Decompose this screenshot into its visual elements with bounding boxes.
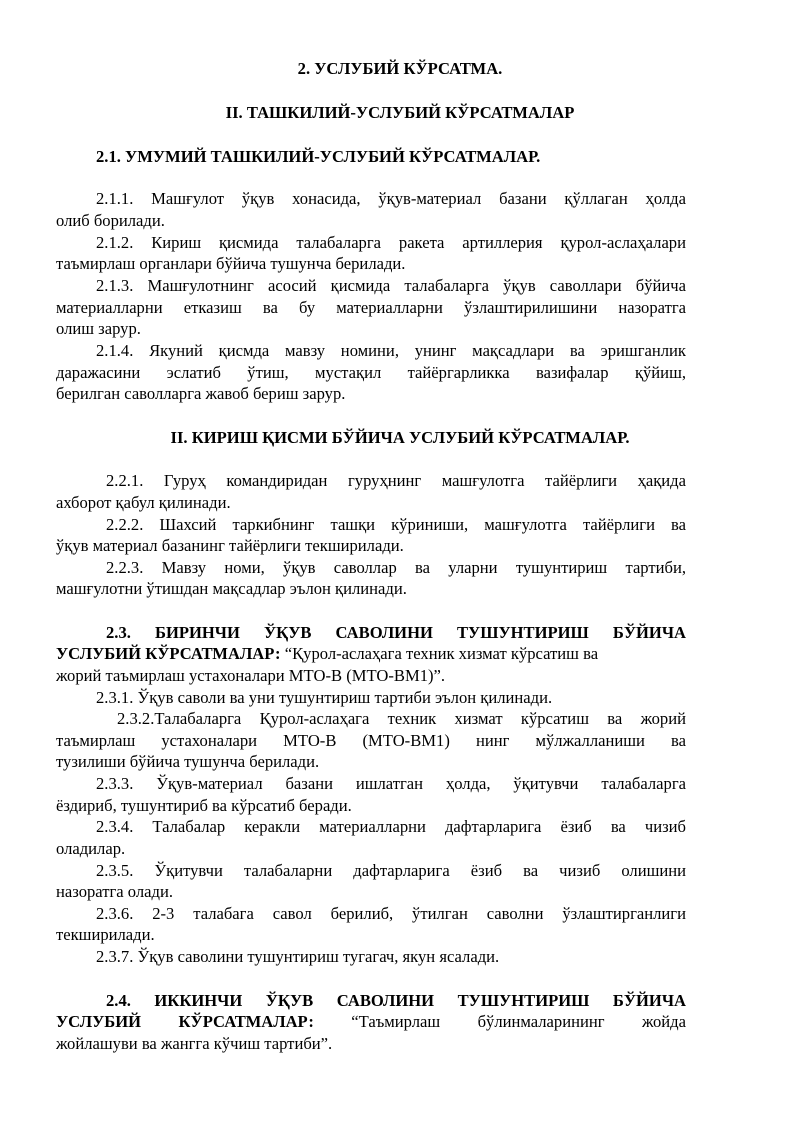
section-2-3-heading-line1: 2.3. БИРИНЧИ ЎҚУВ САВОЛИНИ ТУШУНТИРИШ БЎЙИЧА xyxy=(106,623,686,642)
para-2-3-2-line1: 2.3.2.Талабаларга Қурол-аслаҳага техник хизмат кўрсатиш ва жорий xyxy=(117,709,686,728)
para-2-1-4-line1: 2.1.4. Якуний қисмда мавзу номини, унинг мақсадлари ва эришганлик xyxy=(96,341,686,360)
para-2-3-4-line1: 2.3.4. Талабалар керакли материалларни дафтарларига ёзиб ва чизиб xyxy=(96,817,686,836)
section-2-4-heading-line1: 2.4. ИККИНЧИ ЎҚУВ САВОЛИНИ ТУШУНТИРИШ БЎЙИЧА xyxy=(106,991,686,1010)
section-2-3-heading-title: “Қурол-аслаҳага техник хизмат кўрсатиш ва xyxy=(280,644,599,663)
section-2-3-heading-bold: УСЛУБИЙ КЎРСАТМАЛАР: xyxy=(56,644,281,663)
para-2-3-2-line2: таъмирлаш устахоналари МТО-В (МТО-ВМ1) нинг мўлжалланиши ва xyxy=(56,731,686,750)
para-2-2-3-line1: 2.2.3. Мавзу номи, ўқув саволлар ва уларни тушунтириш тартиби, xyxy=(106,558,686,577)
doc-main-heading: 2. УСЛУБИЙ КЎРСАТМА. xyxy=(297,59,503,78)
para-2-2-2-line1: 2.2.2. Шахсий таркибнинг ташқи кўриниши, машғулотга тайёрлиги ва xyxy=(106,515,686,534)
para-2-3-5-line1: 2.3.5. Ўқитувчи талабаларни дафтарларига ёзиб ва чизиб олишини xyxy=(96,861,686,880)
para-2-3-6-line1: 2.3.6. 2-3 талабага савол берилиб, ўтилган саволни ўзлаштирганлиги xyxy=(96,904,686,923)
para-2-2-3-line2: машғулотни ўтишдан мақсадлар эълон қилинади. xyxy=(56,579,407,598)
para-2-1-3-line2: материалларни етказиш ва бу материалларни ўзлаштирилишини назоратга xyxy=(56,298,686,317)
section-2-3-heading-line2 xyxy=(56,643,598,665)
section-2-4-heading-line2 xyxy=(56,1011,686,1033)
para-2-2-1-line1: 2.2.1. Гуруҳ командиридан гуруҳнинг машғулотга тайёрлиги ҳақида xyxy=(106,471,686,490)
para-2-3-3-line2: ёздириб, тушунтириб ва кўрсатиб беради. xyxy=(56,796,352,815)
para-2-3-1: 2.3.1. Ўқув саволи ва уни тушунтириш тартиби эълон қилинади. xyxy=(96,688,553,707)
para-2-3-6-line2: текширилади. xyxy=(56,925,155,944)
section-2-2-heading: II. КИРИШ ҚИСМИ БЎЙИЧА УСЛУБИЙ КЎРСАТМАЛАР. xyxy=(170,428,630,447)
section-2-4-heading-bold: УСЛУБИЙ КЎРСАТМАЛАР: xyxy=(56,1012,314,1031)
section-2-3-heading-line3: жорий таъмирлаш устахоналари МТО-В (МТО-ВМ1)”. xyxy=(56,666,446,685)
para-2-1-4-line3: берилган саволларга жавоб бериш зарур. xyxy=(56,384,346,403)
para-2-3-3-line1: 2.3.3. Ўқув-материал базани ишлатган ҳолда, ўқитувчи талабаларга xyxy=(96,774,686,793)
para-2-1-3-line1: 2.1.3. Машғулотнинг асосий қисмида талабаларга ўқув саволлари бўйича xyxy=(96,276,686,295)
para-2-1-1-line2: олиб борилади. xyxy=(56,211,165,230)
section-2-1-heading: 2.1. УМУМИЙ ТАШКИЛИЙ-УСЛУБИЙ КЎРСАТМАЛАР. xyxy=(96,147,541,166)
para-2-3-7: 2.3.7. Ўқув саволини тушунтириш тугагач, якун ясалади. xyxy=(96,947,500,966)
para-2-3-5-line2: назоратга олади. xyxy=(56,882,173,901)
para-2-1-3-line3: олиш зарур. xyxy=(56,319,141,338)
para-2-1-1-line1: 2.1.1. Машғулот ўқув хонасида, ўқув-материал базани қўллаган ҳолда xyxy=(96,189,686,208)
para-2-1-2-line1: 2.1.2. Кириш қисмида талабаларга ракета артиллерия қурол-аслаҳалари xyxy=(96,233,686,252)
para-2-2-1-line2: ахборот қабул қилинади. xyxy=(56,493,231,512)
section-2-4-heading-line3: жойлашуви ва жангга кўчиш тартиби”. xyxy=(56,1034,333,1053)
para-2-1-2-line2: таъмирлаш органлари бўйича тушунча берилади. xyxy=(56,254,406,273)
section-ii-heading: II. ТАШКИЛИЙ-УСЛУБИЙ КЎРСАТМАЛАР xyxy=(225,103,575,122)
para-2-2-2-line2: ўқув материал базанинг тайёрлиги текширилади. xyxy=(56,536,404,555)
section-2-4-heading-title: “Таъмирлаш бўлинмаларининг жойда xyxy=(313,1012,686,1031)
para-2-3-4-line2: оладилар. xyxy=(56,839,126,858)
para-2-1-4-line2: даражасини эслатиб ўтиш, мустақил тайёргарликка вазифалар қўйиш, xyxy=(56,363,686,382)
para-2-3-2-line3: тузилиши бўйича тушунча берилади. xyxy=(56,752,320,771)
